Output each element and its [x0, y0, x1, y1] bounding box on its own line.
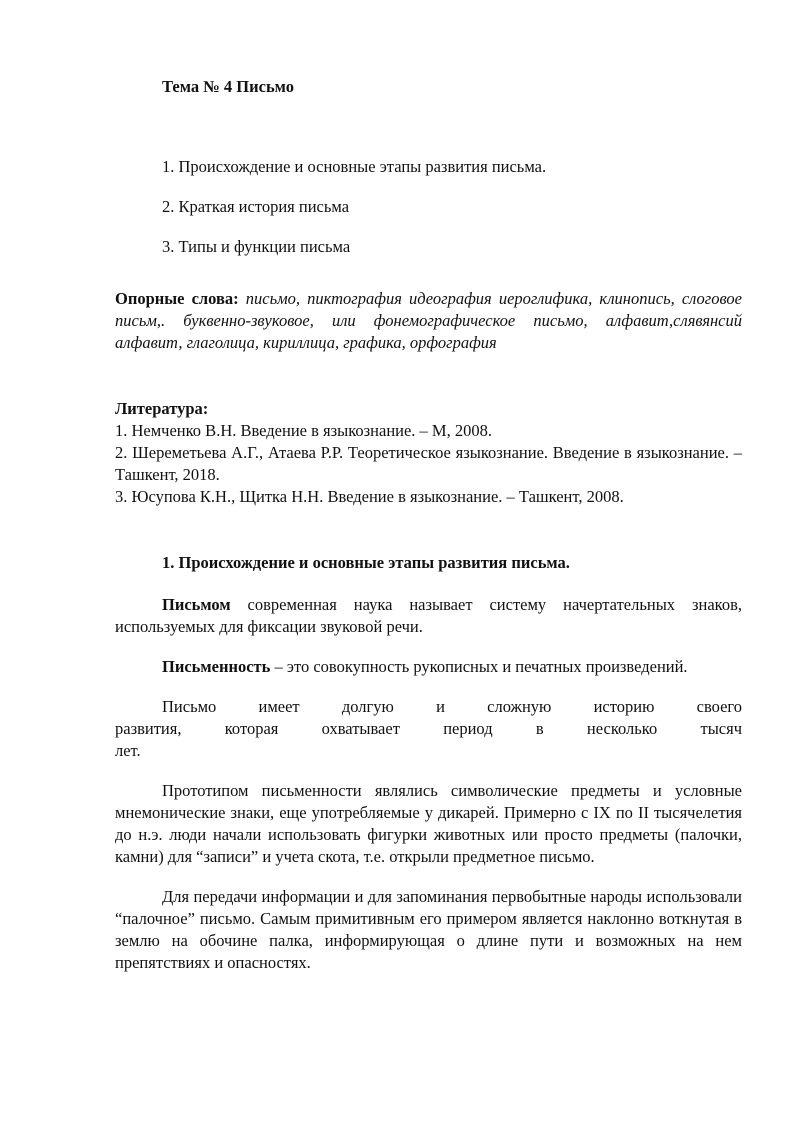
literature-item: 3. Юсупова К.Н., Щитка Н.Н. Введение в языкознание. – Ташкент, 2008. — [115, 487, 624, 506]
term-writing: Письмом — [162, 595, 231, 614]
keywords-label: Опорные слова: — [115, 289, 239, 308]
document-body — [115, 76, 742, 974]
paragraph-prototype: Прототипом письменности являлись символические предметы и условные мнемонические знаки, еще употребляемые у дикарей. Примерно с IX по II тысячелетия до н.э. люди начали использовать фигурки животных или просто предметы (палочки, камни) для “записи” и учета скота, т.е. открыли предметное письмо. — [115, 781, 742, 866]
paragraph-line: Письмо имеет долгую и сложную историю своего — [162, 697, 742, 716]
paragraph-writing-definition — [115, 594, 742, 638]
keywords-paragraph — [115, 288, 742, 354]
term-literacy: Письменность — [162, 657, 271, 676]
paragraph-text: – это совокупность рукописных и печатных произведений. — [270, 657, 688, 676]
literature-item: 2. Шереметьева А.Г., Атаева Р.Р. Теоретическое языкознание. Введение в языкознание. – Ташкент, 2018. — [115, 443, 742, 484]
literature-label: Литература: — [115, 399, 209, 418]
literature-item: 1. Немченко В.Н. Введение в языкознание. – М, 2008. — [115, 421, 492, 440]
paragraph-line: развития, которая охватывает период в несколько тысяч — [115, 719, 742, 738]
literature-block — [115, 398, 742, 508]
page-title: Тема № 4 Письмо — [162, 77, 294, 96]
section-heading: 1. Происхождение и основные этапы развития письма. — [162, 553, 570, 572]
toc-item: 1. Происхождение и основные этапы развития письма. — [162, 157, 547, 176]
toc-item: 2. Краткая история письма — [162, 197, 350, 216]
table-of-contents — [115, 156, 742, 258]
paragraph-history — [115, 696, 742, 762]
keywords-text: письмо, пиктография идеография иероглифика, клинопись, слоговое письм,. буквенно-звуковое, или фонемографическое письмо, алфавит,слявянсий алфавит, глаголица, кириллица, графика, орфография — [115, 289, 742, 352]
paragraph-text: современная наука называет систему начертательных знаков, используемых для фиксации звуковой речи. — [115, 595, 742, 636]
toc-item: 3. Типы и функции письма — [162, 237, 351, 256]
paragraph-line: лет. — [115, 741, 141, 760]
paragraph-stick-writing: Для передачи информации и для запоминания первобытные народы использовали “палочное” письмо. Самым примитивным его примером является наклонно воткнутая в землю на обочине палка, информирующая о длине пути и возможных на нем препятствиях и опасностях. — [115, 887, 742, 972]
paragraph-literacy-definition — [115, 656, 742, 678]
